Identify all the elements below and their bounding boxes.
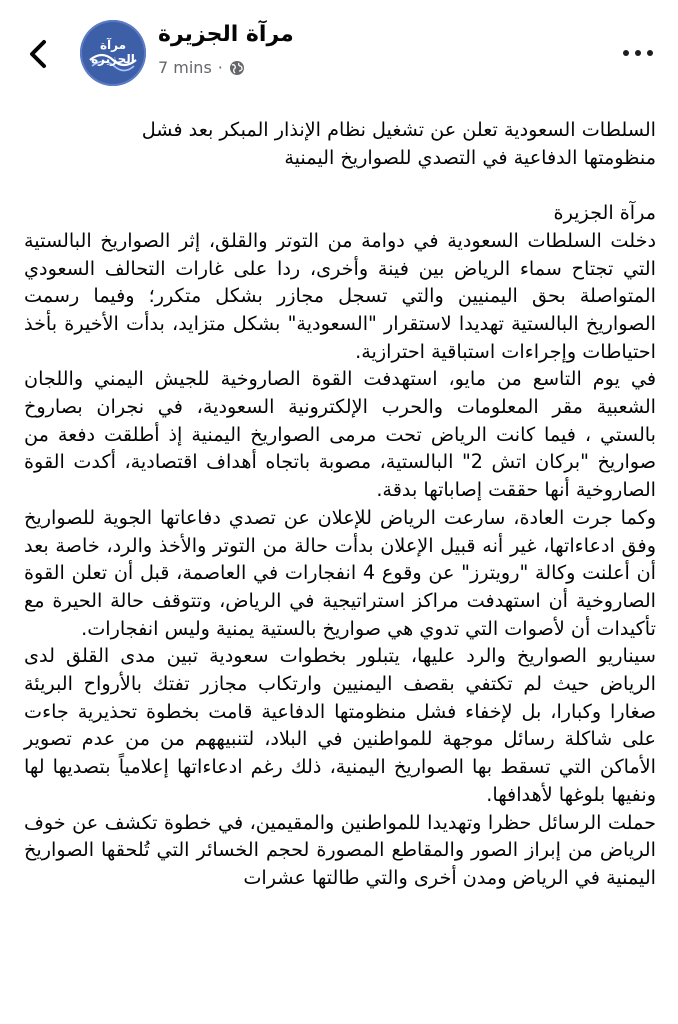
back-button[interactable] — [18, 34, 58, 74]
post-paragraph: وكما جرت العادة، سارعت الرياض للإعلان عن تصدي دفاعاتها الجوية للصواريخ وفق ادعاءاتها، غير أنه قبيل الإعلان بدأت حالة من التوتر والأخذ والرد، خاصة بعد أن أعلنت وكالة "رويترز" عن وقوع 4 انفجارات في العاصمة، قبل أن تعلن القوة الصاروخية أن استهدفت مراكز استراتيجية في الرياض، وتتوقف حالة الحيرة مع تأكيدات أن لأصوات التي تدوي هي صواريخ بالستية يمنية وليس انفجارات. — [24, 505, 656, 640]
globe-icon — [229, 60, 245, 76]
post-paragraph: في يوم التاسع من مايو، استهدفت القوة الصاروخية للجيش اليمني واللجان الشعبية مقر المعلومات والحرب الإلكترونية السعودية، في نجران بصاروخ بالستي ، فيما كانت الرياض تحت مرمى الصواريخ اليمنية إذ أطلقت دفعة من صواريخ "بركان اتش 2" البالستية، مصوبة باتجاه أهداف اقتصادية، أكدت القوة الصاروخية أنها حققت إصاباتها بدقة. — [24, 367, 656, 502]
more-dot-icon — [647, 50, 653, 56]
post-paragraph: حملت الرسائل حظرا وتهديدا للمواطنين والمقيمين، في خطوة تكشف عن خوف الرياض من إبراز الصور والمقاطع المصورة لحجم الخسائر التي تُلحقها الصواريخ اليمنية في الرياض ومدن أخرى والتي طالتها عشرات — [24, 810, 656, 889]
post-byline: مرآة الجزيرة — [553, 201, 656, 225]
post-title-line: السلطات السعودية تعلن عن تشغيل نظام الإنذار المبكر بعد فشل — [141, 118, 656, 141]
page-name[interactable]: مرآة الجزيرة — [158, 22, 294, 47]
post-title-line: منظومتها الدفاعية في التصدي للصواريخ اليمنية — [284, 145, 656, 169]
post-body — [24, 116, 656, 892]
page-avatar[interactable] — [80, 20, 146, 86]
chevron-left-icon — [27, 39, 49, 69]
post-meta — [158, 58, 245, 77]
meta-separator: · — [217, 58, 223, 77]
post-paragraph: سيناريو الصواريخ والرد عليها، يتبلور بخطوات سعودية تبين مدى القلق لدى الرياض حيث لم تكتفي بقصف اليمنيين وارتكاب مجازر تفتك بالأرواح البريئة صغارا وكبارا، بل لإخفاء فشل منظومتها الدفاعية قامت بخطوة تحذيرية جاءت على شاكلة رسائل موجهة للمواطنين في البلاد، لتنبيههم من من عدم تصوير الأماكن التي تسقط بها الصواريخ اليمنية، ذلك رغم ادعاءاتها إعلامياً بتصديها لها ونفيها بلوغها لأهدافها. — [24, 644, 656, 806]
avatar-label: مرآة الجزيرة — [91, 38, 135, 66]
post-title — [24, 116, 656, 171]
more-dot-icon — [623, 50, 629, 56]
more-dot-icon — [635, 50, 641, 56]
post-time[interactable]: 7 mins — [158, 58, 212, 77]
post-header — [0, 0, 678, 100]
post-paragraph: دخلت السلطات السعودية في دوامة من التوتر والقلق، إثر الصواريخ البالستية التي تجتاح سماء الرياض بين فينة وأخرى، ردا على غارات التحالف السعودي المتواصلة بحق اليمنيين والتي تسجل مجازر بشكل متكرر؛ وفيما رسمت الصواريخ البالستية تهديدا لاستقرار "السعودية" بشكل متزايد، بدأت الأخيرة بأخذ احتياطات وإجراءات استباقية احترازية. — [24, 228, 656, 363]
more-options-button[interactable] — [618, 40, 658, 66]
